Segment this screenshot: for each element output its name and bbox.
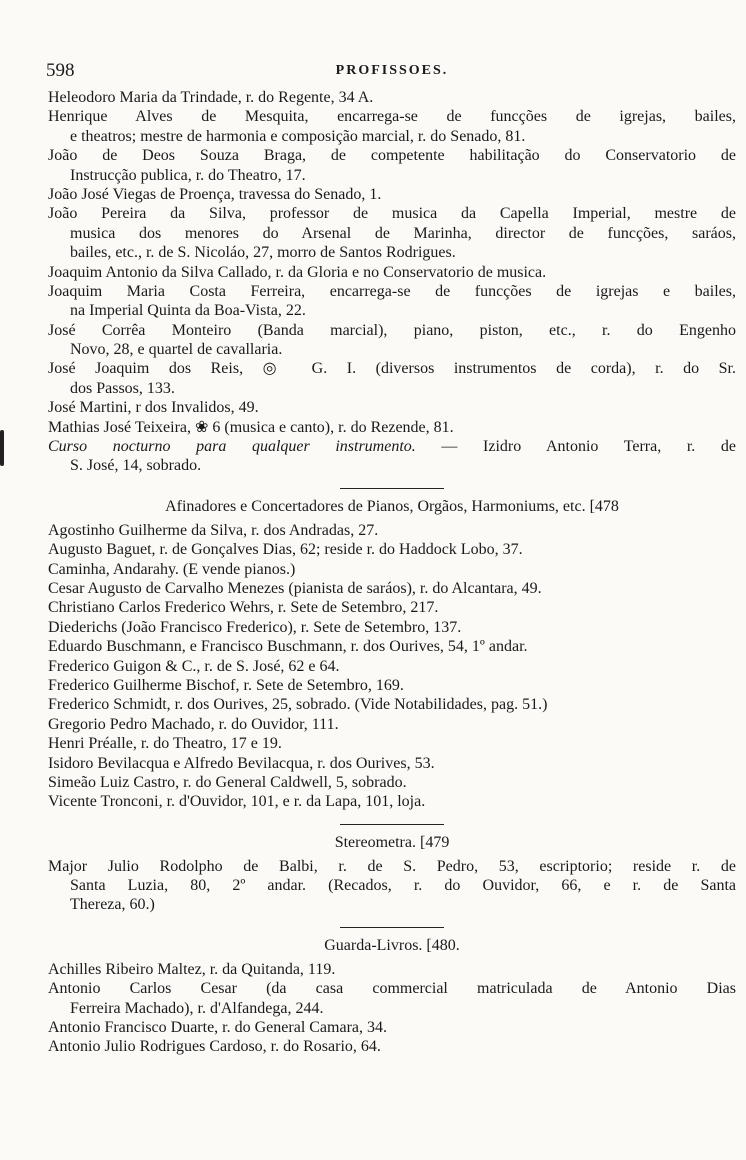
entry-line: Christiano Carlos Frederico Wehrs, r. Sete de Setembro, 217. [48, 599, 439, 617]
entry-line: Heleodoro Maria da Trindade, r. do Regente, 34 A. [48, 89, 374, 106]
directory-entry [48, 734, 736, 753]
entry-line: Cesar Augusto de Carvalho Menezes (pianista de saráos), r. do Alcantara, 49. [48, 579, 542, 597]
section-divider [340, 488, 444, 489]
directory-entry [48, 540, 736, 559]
entry-line: Thereza, 60.) [70, 896, 155, 914]
entry-line: João Pereira da Silva, professor de musica da Capella Imperial, mestre de [48, 205, 736, 223]
directory-entry [48, 657, 736, 676]
entry-line: Joaquim Antonio da Silva Callado, r. da Gloria e no Conservatorio de musica. [48, 263, 547, 281]
directory-entry [48, 263, 736, 282]
directory-entry [48, 773, 736, 792]
directory-entry [48, 618, 736, 637]
page-body [48, 88, 736, 1057]
page-title: PROFISSOES. [335, 63, 449, 78]
entry-line: Henri Préalle, r. do Theatro, 17 e 19. [48, 735, 282, 753]
directory-entry [48, 1037, 736, 1056]
directory-entry [48, 321, 736, 360]
section-heading: Afinadores e Concertadores de Pianos, Orgãos, Harmoniums, etc. [478 [165, 497, 619, 515]
entry-line: dos Passos, 133. [70, 379, 175, 397]
directory-entry [48, 418, 736, 437]
entry-line: Frederico Guilherme Bischof, r. Sete de Setembro, 169. [48, 676, 404, 694]
entry-line: musica dos menores do Arsenal de Marinha, director de funcções, saráos, [70, 224, 736, 242]
entry-line: Simeão Luiz Castro, r. do General Caldwell, 5, sobrado. [48, 773, 407, 791]
page-header [48, 60, 736, 88]
entry-line: Gregorio Pedro Machado, r. do Ouvidor, 111. [48, 715, 339, 733]
directory-entry [48, 521, 736, 540]
directory-entry [48, 560, 736, 579]
entry-line: Agostinho Guilherme da Silva, r. dos Andradas, 27. [48, 521, 379, 539]
entry-line: Eduardo Buschmann, e Francisco Buschmann, r. dos Ourives, 54, 1º andar. [48, 638, 528, 656]
directory-entry [48, 107, 736, 146]
directory-entry [48, 398, 736, 417]
directory-entry [48, 185, 736, 204]
entry-line: Isidoro Bevilacqua e Alfredo Bevilacqua, r. dos Ourives, 53. [48, 754, 435, 772]
entry-line: Antonio Carlos Cesar (da casa commercial matriculada de Antonio Dias [48, 980, 736, 998]
directory-section [48, 927, 736, 1057]
directory-entry [48, 715, 736, 734]
entry-line: S. José, 14, sobrado. [70, 457, 202, 475]
entry-line: Achilles Ribeiro Maltez, r. da Quitanda, 119. [48, 960, 336, 978]
directory-entry [48, 979, 736, 1018]
entry-line: Curso nocturno para qualquer instrumento. — Izidro Antonio Terra, r. de [48, 438, 737, 456]
entry-line: na Imperial Quinta da Boa-Vista, 22. [70, 302, 306, 320]
entry-line: João de Deos Souza Braga, de competente habilitação do Conservatorio de [48, 147, 736, 165]
entry-line: Frederico Schmidt, r. dos Ourives, 25, sobrado. (Vide Notabilidades, pag. 51.) [48, 696, 548, 714]
document-page [48, 60, 736, 1057]
page-number: 598 [46, 60, 75, 81]
entry-line: Instrucção publica, r. do Theatro, 17. [70, 166, 306, 184]
section-divider [340, 824, 444, 825]
directory-entry [48, 1018, 736, 1037]
entry-line: Ferreira Machado), r. d'Alfandega, 244. [70, 999, 324, 1017]
entry-line: Frederico Guigon & C., r. de S. José, 62 e 64. [48, 657, 340, 675]
directory-section [48, 824, 736, 915]
directory-entry [48, 637, 736, 656]
directory-entry [48, 204, 736, 262]
directory-entry [48, 754, 736, 773]
entry-line: Antonio Julio Rodrigues Cardoso, r. do Rosario, 64. [48, 1038, 381, 1056]
entry-line: Antonio Francisco Duarte, r. do General Camara, 34. [48, 1019, 388, 1037]
entry-line: José Martini, r dos Invalidos, 49. [48, 399, 259, 417]
directory-entry [48, 598, 736, 617]
entry-line: Santa Luzia, 80, 2º andar. (Recados, r. do Ouvidor, 66, e r. de Santa [70, 877, 736, 895]
section-heading: Guarda-Livros. [480. [324, 936, 460, 954]
entry-line: Major Julio Rodolpho de Balbi, r. de S. Pedro, 53, escriptorio; reside r. de [48, 857, 736, 875]
directory-entry [48, 88, 736, 107]
entry-line: Mathias José Teixeira, ❀ 6 (musica e canto), r. do Rezende, 81. [48, 418, 454, 436]
entry-line: Vicente Tronconi, r. d'Ouvidor, 101, e r. da Lapa, 101, loja. [48, 793, 426, 811]
directory-entry [48, 857, 736, 915]
directory-entry [48, 792, 736, 811]
directory-entry [48, 960, 736, 979]
entry-line: José Joaquim dos Reis, ◎ G. I. (diversos instrumentos de corda), r. do Sr. [48, 360, 736, 378]
entry-line: Augusto Baguet, r. de Gonçalves Dias, 62; reside r. do Haddock Lobo, 37. [48, 541, 523, 559]
entry-line: e theatros; mestre de harmonia e composição marcial, r. do Senado, 81. [70, 127, 526, 145]
directory-entry [48, 282, 736, 321]
section-divider [340, 927, 444, 928]
directory-entry [48, 695, 736, 714]
entry-line: João José Viegas de Proença, travessa do Senado, 1. [48, 185, 382, 203]
directory-section [48, 88, 736, 476]
scan-ink-blot [0, 430, 4, 466]
directory-entry [48, 676, 736, 695]
entry-line: Diederichs (João Francisco Frederico), r. Sete de Setembro, 137. [48, 618, 462, 636]
entry-line: Novo, 28, e quartel de cavallaria. [70, 341, 283, 359]
entry-italic-prefix: Curso nocturno para qualquer instrumento. [48, 438, 416, 456]
entry-line: José Corrêa Monteiro (Banda marcial), piano, piston, etc., r. do Engenho [48, 321, 736, 339]
directory-entry [48, 437, 736, 476]
entry-line: Caminha, Andarahy. (E vende pianos.) [48, 560, 296, 578]
directory-entry [48, 579, 736, 598]
entry-line: Henrique Alves de Mesquita, encarrega-se de funcções de igrejas, bailes, [48, 108, 736, 126]
entry-line: Joaquim Maria Costa Ferreira, encarrega-se de funcções de igrejas e bailes, [48, 282, 736, 300]
directory-entry [48, 359, 736, 398]
section-heading: Stereometra. [479 [334, 833, 450, 851]
entry-line: bailes, etc., r. de S. Nicoláo, 27, morro de Santos Rodrigues. [70, 244, 456, 262]
directory-section [48, 488, 736, 812]
directory-entry [48, 146, 736, 185]
